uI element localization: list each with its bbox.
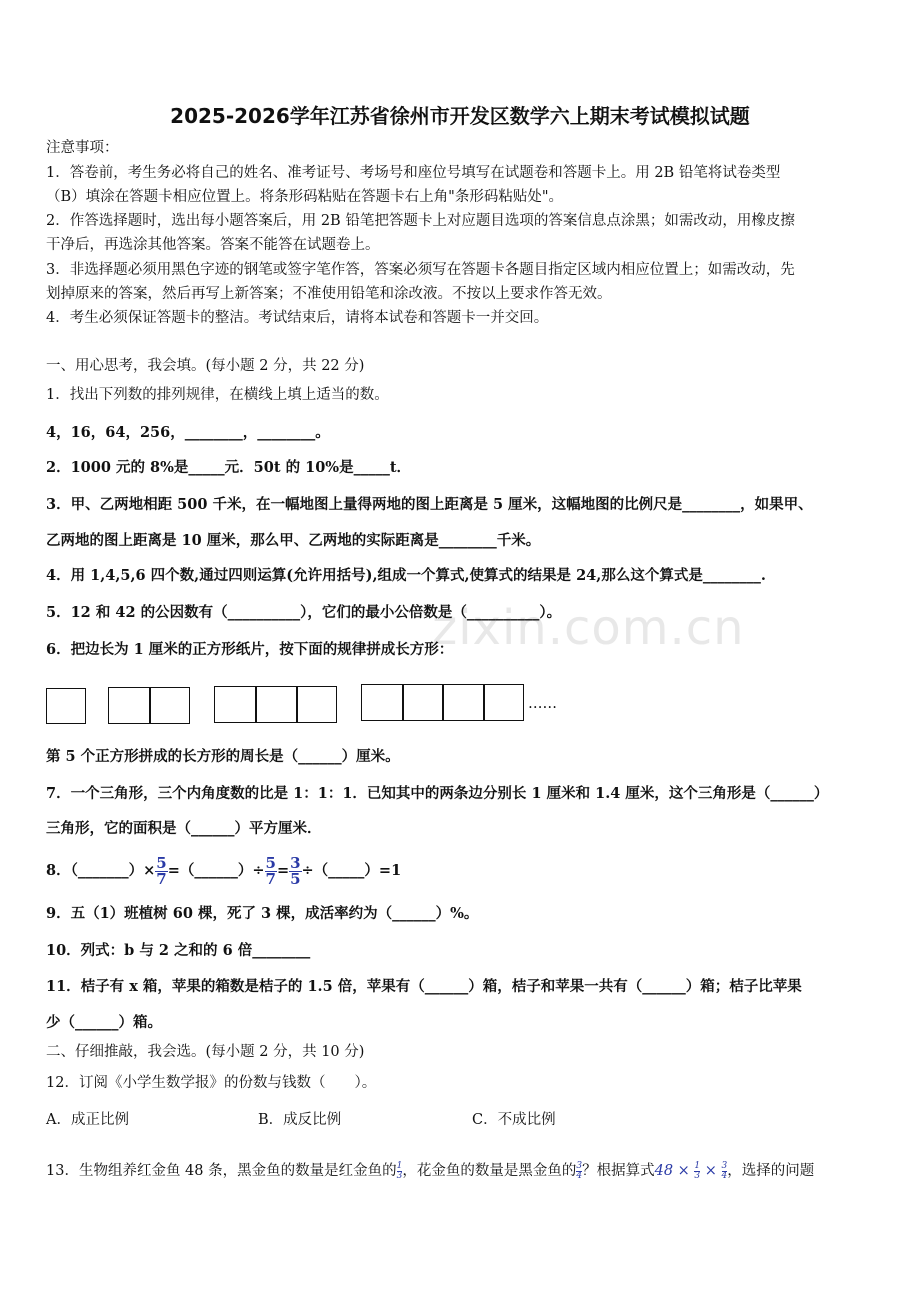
option-label: B．成反比例	[258, 1112, 342, 1128]
question-1-sequence: 4，16，64，256，________，________。	[46, 424, 330, 441]
numerator: 1	[694, 1160, 701, 1171]
denominator: 4	[576, 1170, 583, 1181]
denominator: 3	[396, 1170, 403, 1181]
fraction	[265, 853, 277, 888]
denominator: 7	[156, 869, 167, 888]
page-title: 2025-2026学年江苏省徐州市开发区数学六上期末考试模拟试题	[170, 104, 750, 128]
q13-part: ，选择的问题	[727, 1163, 815, 1179]
question-4: 4．用 1,4,5,6 四个数,通过四则运算(允许用括号),组成一个算式,使算式的结果是 24,那么这个算式是________.	[46, 567, 766, 584]
question-13	[46, 1154, 814, 1188]
option-a[interactable]	[46, 1108, 129, 1129]
question-5: 5．12 和 42 的公因数有（__________），它们的最小公倍数是（__________）。	[46, 604, 562, 621]
option-label: C．不成比例	[472, 1112, 556, 1128]
square-group-2	[108, 687, 190, 724]
denominator: 3	[694, 1170, 701, 1181]
watermark: zixin.com.cn	[432, 600, 745, 656]
numerator: 3	[721, 1160, 728, 1171]
question-2: 2．1000 元的 8%是_____元．50t 的 10%是_____t．	[46, 459, 412, 476]
square-group-4	[361, 684, 524, 721]
q8-part: =	[276, 862, 290, 879]
question-8	[46, 850, 401, 892]
notice-line: （B）填涂在答题卡相应位置上。将条形码粘贴在答题卡右上角"条形码粘贴处"。	[46, 189, 563, 205]
notice-line: 2．作答选择题时，选出每小题答案后，用 2B 铅笔把答题卡上对应题目选项的答案信息点涂黑；如需改动，用橡皮擦	[46, 213, 795, 229]
q13-part: 13．生物组养红金鱼 48 条，黑金鱼的数量是红金鱼的	[46, 1163, 397, 1179]
q8-part: ÷（_____）=1	[301, 862, 402, 879]
numerator: 3	[576, 1160, 583, 1171]
notice-heading: 注意事项：	[46, 140, 119, 156]
numerator: 1	[396, 1160, 403, 1171]
notice-line: 4．考生必须保证答题卡的整洁。考试结束后，请将本试卷和答题卡一并交回。	[46, 310, 549, 326]
question-9: 9．五（1）班植树 60 棵，死了 3 棵，成活率约为（______）%。	[46, 905, 479, 922]
fraction	[155, 853, 167, 888]
question-6: 6．把边长为 1 厘米的正方形纸片，按下面的规律拼成长方形：	[46, 641, 454, 658]
section-1-heading: 一、用心思考，我会填。(每小题 2 分，共 22 分)	[46, 358, 365, 374]
expression: ×	[700, 1163, 722, 1179]
denominator: 4	[721, 1170, 728, 1181]
denominator: 7	[265, 869, 276, 888]
expression: 48 ×	[654, 1163, 695, 1179]
q8-part: 8．（_______）×	[46, 862, 156, 879]
question-7-line-1: 7．一个三角形，三个内角度数的比是 1：1：1．已知其中的两条边分别长 1 厘米和 1.4 厘米，这个三角形是（______）	[46, 785, 829, 802]
square-group-3	[214, 686, 337, 723]
notice-line: 3．非选择题必须用黑色字迹的钢笔或签字笔作答，答案必须写在答题卡各题目指定区域内相应位置上；如需改动，先	[46, 262, 795, 278]
notice-line: 1．答卷前，考生务必将自己的姓名、准考证号、考场号和座位号填写在试题卷和答题卡上。用 2B 铅笔将试卷类型	[46, 165, 781, 181]
question-7-line-2: 三角形，它的面积是（______）平方厘米．	[46, 820, 322, 837]
q8-part: =（______）÷	[167, 862, 265, 879]
numerator: 3	[290, 853, 301, 872]
square-pattern-figure	[46, 684, 586, 724]
pattern-ellipsis: ……	[528, 696, 557, 712]
question-10: 10．列式：b 与 2 之和的 6 倍________	[46, 942, 311, 959]
q13-part: ，花金鱼的数量是黑金鱼的	[402, 1163, 577, 1179]
square-group-1	[46, 688, 86, 724]
section-2-heading: 二、仔细推敲，我会选。(每小题 2 分，共 10 分)	[46, 1044, 365, 1060]
question-1: 1．找出下列数的排列规律，在横线上填上适当的数。	[46, 387, 389, 403]
option-b[interactable]	[258, 1108, 341, 1129]
notice-line: 干净后，再选涂其他答案。答案不能答在试题卷上。	[46, 237, 380, 253]
option-label: A．成正比例	[46, 1112, 129, 1128]
question-3-line-1: 3．甲、乙两地相距 500 千米，在一幅地图上量得两地的图上距离是 5 厘米，这幅地图的比例尺是________，如果甲、	[46, 496, 813, 513]
question-11-line-1: 11．桔子有 x 箱，苹果的箱数是桔子的 1.5 倍，苹果有（______）箱，桔子和苹果一共有（______）箱；桔子比苹果	[46, 978, 802, 995]
denominator: 5	[290, 869, 301, 888]
question-12: 12．订阅《小学生数学报》的份数与钱数（ ）。	[46, 1075, 377, 1091]
notice-line: 划掉原来的答案，然后再写上新答案；不准使用铅笔和涂改液。不按以上要求作答无效。	[46, 286, 612, 302]
fraction	[289, 853, 301, 888]
question-11-line-2: 少（______）箱。	[46, 1014, 162, 1031]
option-c[interactable]	[472, 1108, 556, 1129]
numerator: 5	[156, 853, 167, 872]
q13-part: ？根据算式	[582, 1163, 655, 1179]
question-6-answer: 第 5 个正方形拼成的长方形的周长是（______）厘米。	[46, 748, 400, 765]
question-3-line-2: 乙两地的图上距离是 10 厘米，那么甲、乙两地的实际距离是________千米。	[46, 532, 541, 549]
numerator: 5	[265, 853, 276, 872]
